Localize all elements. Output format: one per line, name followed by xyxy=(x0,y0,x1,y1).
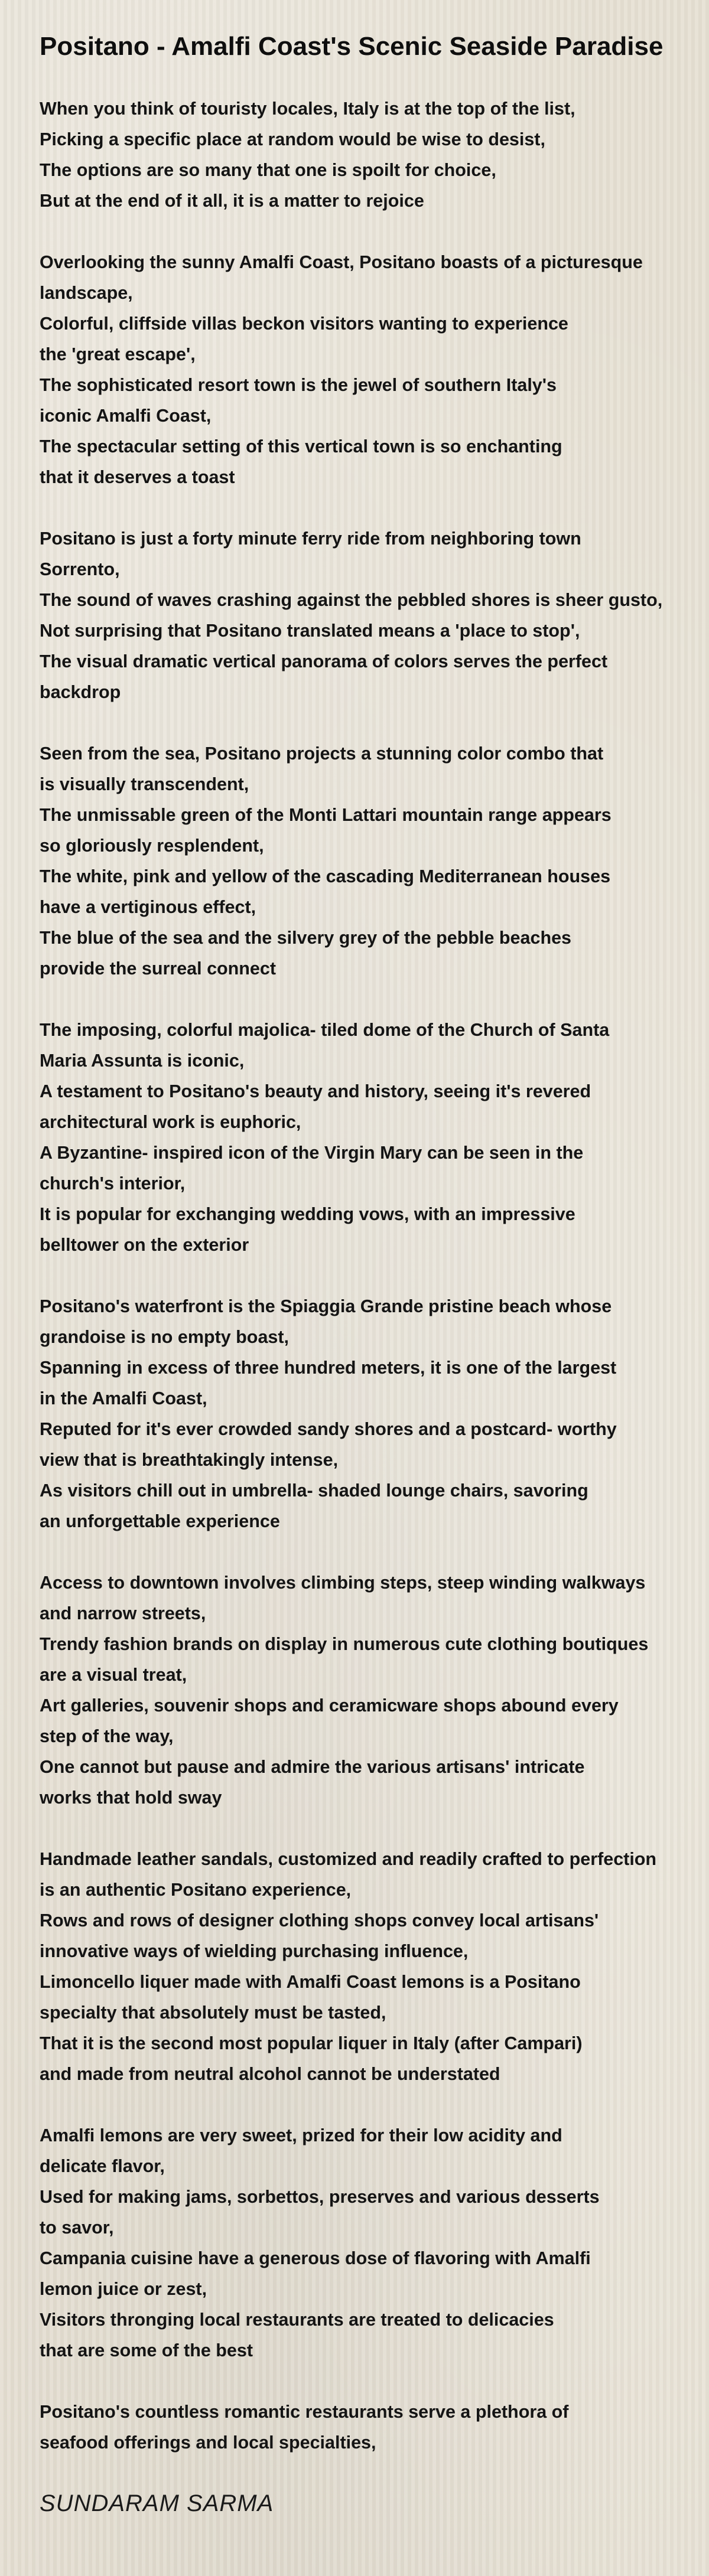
stanza xyxy=(40,523,674,707)
stanza xyxy=(40,1567,674,1813)
poem-line: landscape, xyxy=(40,283,133,303)
stanza xyxy=(40,93,674,216)
poem-line: architectural work is euphoric, xyxy=(40,1112,301,1132)
poem-line: are a visual treat, xyxy=(40,1665,187,1685)
poem-line: that it deserves a toast xyxy=(40,467,235,487)
poem-line: the 'great escape', xyxy=(40,344,196,364)
poem-line: Rows and rows of designer clothing shops convey local artisans' xyxy=(40,1910,599,1931)
poem-line: As visitors chill out in umbrella- shaded lounge chairs, savoring xyxy=(40,1481,588,1501)
stanza xyxy=(40,1015,674,1260)
poem-line: works that hold sway xyxy=(40,1788,222,1808)
poem-line: It is popular for exchanging wedding vows, with an impressive xyxy=(40,1204,575,1224)
poem-line: belltower on the exterior xyxy=(40,1235,249,1255)
poem-line: Art galleries, souvenir shops and ceramicware shops abound every xyxy=(40,1695,619,1716)
poem-line: That it is the second most popular liquer in Italy (after Campari) xyxy=(40,2033,583,2053)
poem-line: Seen from the sea, Positano projects a stunning color combo that xyxy=(40,744,604,764)
poem-line: lemon juice or zest, xyxy=(40,2279,207,2299)
poem-line: Trendy fashion brands on display in numerous cute clothing boutiques xyxy=(40,1634,649,1654)
stanza xyxy=(40,2120,674,2366)
poem-line: The visual dramatic vertical panorama of colors serves the perfect xyxy=(40,651,608,671)
poem-line: and made from neutral alcohol cannot be understated xyxy=(40,2064,500,2084)
stanza xyxy=(40,2396,674,2458)
poem-line: A Byzantine- inspired icon of the Virgin Mary can be seen in the xyxy=(40,1143,584,1163)
poem-line: that are some of the best xyxy=(40,2340,253,2360)
poem-body xyxy=(40,93,674,2458)
poem-line: is an authentic Positano experience, xyxy=(40,1880,352,1900)
poem-line: The unmissable green of the Monti Lattari mountain range appears xyxy=(40,805,612,825)
poem-line: The sound of waves crashing against the pebbled shores is sheer gusto, xyxy=(40,590,663,610)
poem-line: to savor, xyxy=(40,2218,114,2238)
stanza xyxy=(40,738,674,984)
poem-line: and narrow streets, xyxy=(40,1603,206,1623)
poem-line: Visitors thronging local restaurants are treated to delicacies xyxy=(40,2310,554,2330)
poem-line: grandoise is no empty boast, xyxy=(40,1327,289,1347)
poem-line: step of the way, xyxy=(40,1726,174,1746)
poem-line: Positano is just a forty minute ferry ride from neighboring town xyxy=(40,529,581,549)
poem-line: The sophisticated resort town is the jewel of southern Italy's xyxy=(40,375,557,395)
poem-line: When you think of touristy locales, Italy is at the top of the list, xyxy=(40,99,575,119)
poem-line: The options are so many that one is spoilt for choice, xyxy=(40,160,496,180)
poem-line: seafood offerings and local specialties, xyxy=(40,2432,376,2453)
poem-line: Maria Assunta is iconic, xyxy=(40,1051,245,1071)
poem-line: an unforgettable experience xyxy=(40,1511,280,1531)
poem-line: is visually transcendent, xyxy=(40,774,249,794)
poem-line: specialty that absolutely must be tasted, xyxy=(40,2003,386,2023)
poem-line: Handmade leather sandals, customized and readily crafted to perfection xyxy=(40,1849,657,1869)
poem-line: The imposing, colorful majolica- tiled dome of the Church of Santa xyxy=(40,1020,610,1040)
author-name: SUNDARAM SARMA xyxy=(40,2490,274,2516)
poem-line: One cannot but pause and admire the various artisans' intricate xyxy=(40,1757,585,1777)
poem-line: in the Amalfi Coast, xyxy=(40,1388,207,1408)
poem-line: Overlooking the sunny Amalfi Coast, Positano boasts of a picturesque xyxy=(40,252,643,272)
poem-line: The blue of the sea and the silvery grey of the pebble beaches xyxy=(40,928,572,948)
poem-line: Not surprising that Positano translated means a 'place to stop', xyxy=(40,621,580,641)
poem-line: But at the end of it all, it is a matter to rejoice xyxy=(40,191,424,211)
stanza xyxy=(40,247,674,493)
poem-line: The white, pink and yellow of the cascading Mediterranean houses xyxy=(40,866,611,886)
poem-line: A testament to Positano's beauty and history, seeing it's revered xyxy=(40,1081,591,1101)
poem-line: iconic Amalfi Coast, xyxy=(40,406,212,426)
poem-line: provide the surreal connect xyxy=(40,958,276,979)
poem-line: Sorrento, xyxy=(40,559,120,579)
poem-line: backdrop xyxy=(40,682,121,702)
poem-line: innovative ways of wielding purchasing influence, xyxy=(40,1941,469,1961)
stanza xyxy=(40,1291,674,1537)
poem-line: Positano's countless romantic restaurants serve a plethora of xyxy=(40,2402,569,2422)
poem-line: Used for making jams, sorbettos, preserves and various desserts xyxy=(40,2187,600,2207)
stanza xyxy=(40,1844,674,2089)
poem-line: Reputed for it's ever crowded sandy shores and a postcard- worthy xyxy=(40,1419,617,1439)
poem-line: so gloriously resplendent, xyxy=(40,836,264,856)
poem-line: Picking a specific place at random would be wise to desist, xyxy=(40,129,545,149)
poem-line: delicate flavor, xyxy=(40,2156,165,2176)
poem-line: Campania cuisine have a generous dose of flavoring with Amalfi xyxy=(40,2248,591,2268)
poem-line: Amalfi lemons are very sweet, prized for their low acidity and xyxy=(40,2125,562,2145)
poem-line: have a vertiginous effect, xyxy=(40,897,256,917)
poem-line: view that is breathtakingly intense, xyxy=(40,1450,339,1470)
poem-line: Colorful, cliffside villas beckon visitors wanting to experience xyxy=(40,314,568,334)
poem-line: The spectacular setting of this vertical town is so enchanting xyxy=(40,436,562,456)
poem-line: Positano's waterfront is the Spiaggia Grande pristine beach whose xyxy=(40,1296,612,1316)
poem-title: Positano - Amalfi Coast's Scenic Seaside Paradise xyxy=(40,32,664,61)
poem-line: Limoncello liquer made with Amalfi Coast lemons is a Positano xyxy=(40,1972,581,1992)
poem-line: Spanning in excess of three hundred meters, it is one of the largest xyxy=(40,1358,617,1378)
poem-line: Access to downtown involves climbing steps, steep winding walkways xyxy=(40,1573,646,1593)
poem-line: church's interior, xyxy=(40,1173,186,1194)
